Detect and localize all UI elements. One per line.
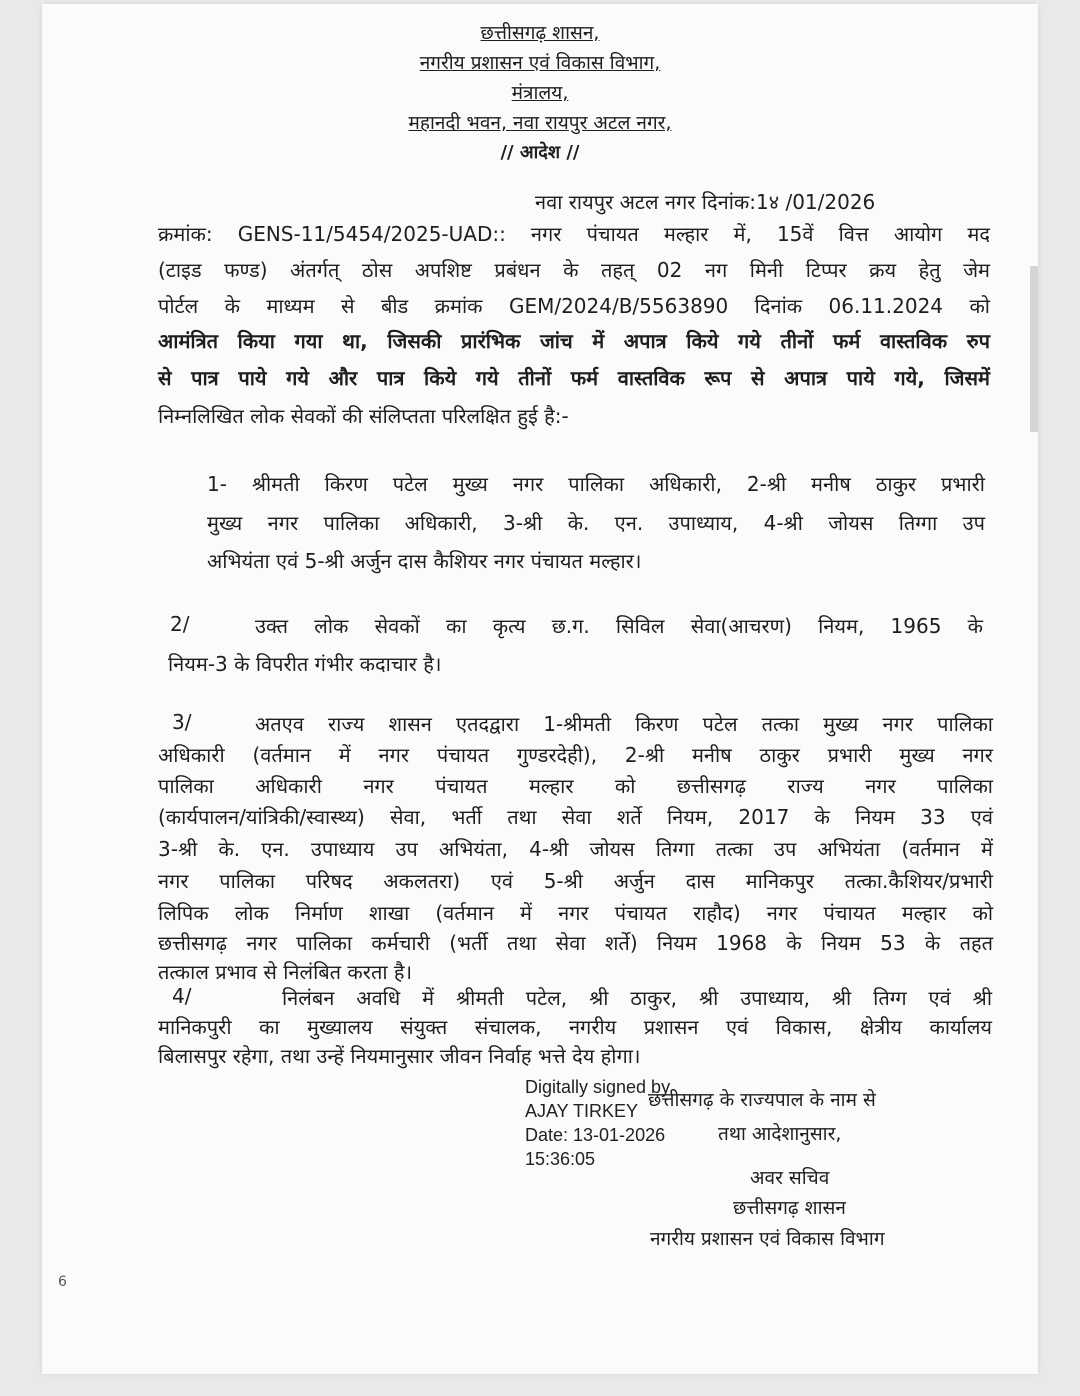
para1-line: से पात्र पाये गये और पात्र किये गये तीनों फर्म वास्तविक रूप से अपात्र पाये गये, जिसमें — [158, 366, 990, 390]
para4-line: मानिकपुरी का मुख्यालय संयुक्त संचालक, नगरीय प्रशासन एवं विकास, क्षेत्रीय कार्यालय — [158, 1015, 992, 1039]
para3-line: (कार्यपालन/यांत्रिकी/स्वास्थ्य) सेवा, भर्ती तथा सेवा शर्ते नियम, 2017 के नियम 33 एवं — [158, 805, 993, 829]
para2-line: नियम-3 के विपरीत गंभीर कदाचार है। — [168, 652, 442, 676]
para4-number: 4/ — [172, 984, 192, 1008]
para3-line: 3-श्री के. एन. उपाध्याय उप अभियंता, 4-श्री जोयस तिग्गा तत्का उप अभियंता (वर्तमान में — [158, 837, 993, 861]
dept-name: नगरीय प्रशासन एवं विकास विभाग, — [419, 52, 661, 74]
list-item: अभियंता एवं 5-श्री अर्जुन दास कैशियर नगर पंचायत मल्हार। — [207, 549, 642, 573]
para4-line: बिलासपुर रहेगा, तथा उन्हें नियमानुसार जीवन निर्वाह भत्ते देय होगा। — [158, 1044, 641, 1068]
para3-number: 3/ — [172, 710, 192, 734]
signature-time: 15:36:05 — [525, 1149, 596, 1169]
office-address: महानदी भवन, नवा रायपुर अटल नगर, — [408, 112, 672, 134]
ministry-name: मंत्रालय, — [511, 82, 569, 104]
date-line: नवा रायपुर अटल नगर दिनांक:1४ /01/2026 — [535, 190, 876, 214]
list-item: मुख्य नगर पालिका अधिकारी, 3-श्री के. एन. उपाध्याय, 4-श्री जोयस तिग्गा उप — [207, 511, 985, 535]
para1-line: क्रमांक: GENS-11/5454/2025-UAD:: नगर पंचायत मल्हार में, 15वें वित्त आयोग मद — [158, 222, 990, 246]
by-order-text: तथा आदेशानुसार, — [718, 1123, 842, 1145]
signer-name: AJAY TIRKEY — [525, 1101, 639, 1121]
para2-number: 2/ — [170, 612, 190, 636]
para4-line: निलंबन अवधि में श्रीमती पटेल, श्री ठाकुर, श्री उपाध्याय, श्री तिग्ग एवं श्री — [282, 986, 992, 1010]
designation: अवर सचिव — [750, 1167, 830, 1189]
para2-line: उक्त लोक सेवकों का कृत्य छ.ग. सिविल सेवा(आचरण) नियम, 1965 के — [255, 614, 983, 638]
govt-name: छत्तीसगढ़ शासन, — [480, 22, 600, 44]
para3-line: पालिका अधिकारी नगर पंचायत मल्हार को छत्तीसगढ़ राज्य नगर पालिका — [158, 774, 993, 798]
para3-line: नगर पालिका परिषद अकलतरा) एवं 5-श्री अर्जुन दास मानिकपुर तत्का.कैशियर/प्रभारी — [158, 869, 993, 893]
on-behalf-text: छत्तीसगढ़ के राज्यपाल के नाम से — [648, 1089, 876, 1111]
para1-line: पोर्टल के माध्यम से बीड क्रमांक GEM/2024/B/5563890 दिनांक 06.11.2024 को — [158, 294, 990, 318]
dept-signatory: नगरीय प्रशासन एवं विकास विभाग — [650, 1228, 885, 1250]
para1-line: आमंत्रित किया गया था, जिसकी प्रारंभिक जांच में अपात्र किये गये तीनों फर्म वास्तविक रुप — [158, 329, 990, 353]
para1-line: (टाइड फण्ड) अंतर्गत् ठोस अपशिष्ट प्रबंधन के तहत् 02 नग मिनी टिप्पर क्रय हेतु जेम — [158, 258, 990, 282]
letterhead — [0, 18, 1080, 168]
scan-edge — [1030, 266, 1038, 432]
para3-line: लिपिक लोक निर्माण शाखा (वर्तमान में नगर पंचायत राहौद) नगर पंचायत मल्हार को — [158, 901, 993, 925]
margin-mark: 6 — [58, 1274, 67, 1290]
list-item: 1- श्रीमती किरण पटेल मुख्य नगर पालिका अधिकारी, 2-श्री मनीष ठाकुर प्रभारी — [207, 472, 985, 496]
para3-line: तत्काल प्रभाव से निलंबित करता है। — [158, 960, 413, 984]
para1-line: निम्नलिखित लोक सेवकों की संलिप्तता परिलक्षित हुई है:- — [158, 404, 569, 428]
signature-date: Date: 13-01-2026 — [525, 1125, 666, 1145]
signed-by-label: Digitally signed by — [525, 1077, 671, 1097]
para3-line: अधिकारी (वर्तमान में नगर पंचायत गुण्डरदेही), 2-श्री मनीष ठाकुर प्रभारी मुख्य नगर — [158, 743, 993, 767]
govt-signatory: छत्तीसगढ़ शासन — [733, 1197, 846, 1219]
order-heading: // आदेश // — [500, 142, 580, 163]
para3-line: छत्तीसगढ़ नगर पालिका कर्मचारी (भर्ती तथा सेवा शर्ते) नियम 1968 के नियम 53 के तहत — [158, 931, 993, 955]
para3-line: अतएव राज्य शासन एतदद्वारा 1-श्रीमती किरण पटेल तत्का मुख्य नगर पालिका — [255, 712, 993, 736]
